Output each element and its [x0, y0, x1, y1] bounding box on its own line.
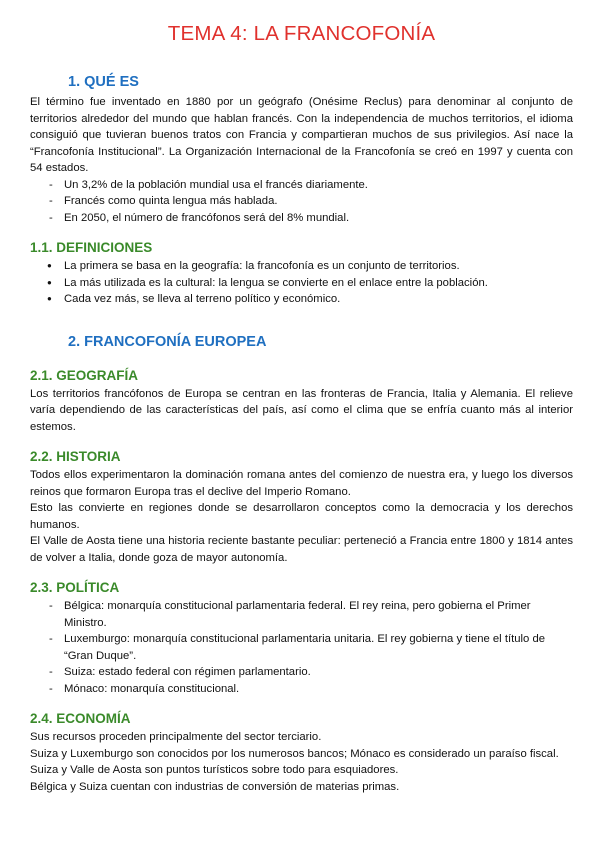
list-item: - Bélgica: monarquía constitucional parlamentaria federal. El rey reina, pero gobierna el Primer Ministro.	[30, 598, 573, 631]
list-item: ● La primera se basa en la geografía: la francofonía es un conjunto de territorios.	[30, 258, 573, 275]
section-2-4-paragraph: Suiza y Luxemburgo son conocidos por los numerosos bancos; Mónaco es considerado un paraíso fiscal.	[30, 747, 559, 760]
section-1-heading: 1. QUÉ ES	[68, 74, 139, 90]
section-2-1-paragraph: Los territorios francófonos de Europa se centran en las fronteras de Francia, Italia y Alemania. El relieve varía dependiendo de las características del país, así como el clima que se enfría cuanto más al interior estemos.	[30, 387, 573, 433]
list-item: - En 2050, el número de francófonos será del 8% mundial.	[30, 210, 573, 227]
section-2-2-heading: 2.2. HISTORIA	[30, 449, 121, 464]
section-2-3-list	[30, 598, 573, 697]
section-2-2-paragraph: Todos ellos experimentaron la dominación romana antes del comienzo de nuestra era, y luego los diversos reinos que formaron Europa tras el declive del Imperio Romano.	[30, 469, 573, 498]
list-item: - Luxemburgo: monarquía constitucional parlamentaria unitaria. El rey gobierna y tiene el título de “Gran Duque”.	[30, 631, 573, 664]
list-item: ● Cada vez más, se lleva al terreno político y económico.	[30, 291, 573, 308]
section-1-1-list	[30, 258, 573, 308]
section-1-list	[30, 177, 573, 227]
list-item: ● La más utilizada es la cultural: la lengua se convierte en el enlace entre la población.	[30, 275, 573, 292]
section-2-heading: 2. FRANCOFONÍA EUROPEA	[68, 333, 267, 350]
section-2-2-paragraph: Esto las convierte en regiones donde se desarrollaron conceptos como la democracia y los derechos humanos.	[30, 502, 573, 531]
section-1-paragraph: El término fue inventado en 1880 por un geógrafo (Onésime Reclus) para denominar al conjunto de territorios alrededor del mundo que hablan francés. Con la independencia de muchos territorios, el idioma consiguió que tuvieran buenos tratos con Francia y compartieran muchos de sus privilegios. Así nace la “Francofonía Institucional”. La Organización Internacional de la Francofonía se creó en 1997 y cuenta con 54 estados.	[30, 96, 573, 174]
document-page	[30, 22, 573, 795]
page-title: TEMA 4: LA FRANCOFONÍA	[167, 22, 436, 45]
section-2-3-heading: 2.3. POLÍTICA	[30, 580, 120, 595]
list-item: - Suiza: estado federal con régimen parlamentario.	[30, 664, 573, 681]
section-2-4-paragraph: Bélgica y Suiza cuentan con industrias de conversión de materias primas.	[30, 780, 400, 793]
section-1-1-heading: 1.1. DEFINICIONES	[30, 240, 153, 255]
section-2-1-heading: 2.1. GEOGRAFÍA	[30, 367, 139, 383]
section-2-4-paragraph: Suiza y Valle de Aosta son puntos turísticos sobre todo para esquiadores.	[30, 764, 399, 776]
list-item: - Un 3,2% de la población mundial usa el francés diariamente.	[30, 177, 573, 194]
list-item: - Francés como quinta lengua más hablada.	[30, 193, 573, 210]
section-2-2-paragraph: El Valle de Aosta tiene una historia reciente bastante peculiar: perteneció a Francia entre 1800 y 1814 antes de volver a Italia, donde goza de mayor autonomía.	[30, 535, 573, 564]
section-2-4-paragraph: Sus recursos proceden principalmente del sector terciario.	[30, 731, 322, 743]
section-2-4-heading: 2.4. ECONOMÍA	[30, 711, 131, 726]
list-item: - Mónaco: monarquía constitucional.	[30, 681, 573, 698]
